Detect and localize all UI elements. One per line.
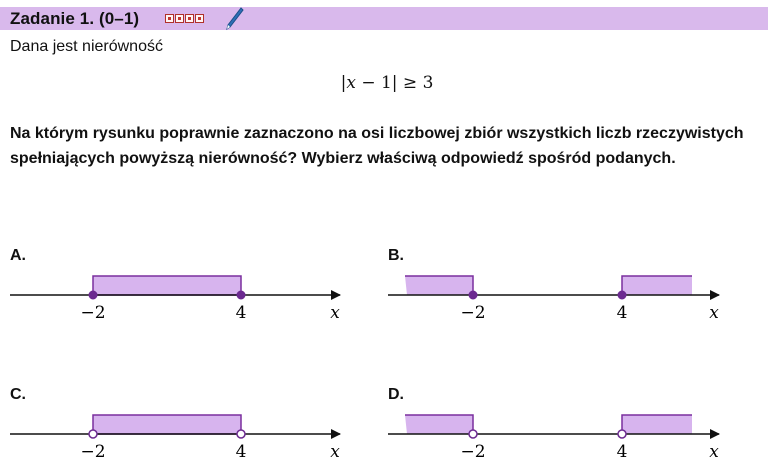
- formula-part: |: [340, 73, 347, 93]
- tick-label: −2: [460, 442, 486, 462]
- formula-variable: x: [346, 73, 356, 93]
- option-b-figure[interactable]: [388, 276, 719, 323]
- shaded-region: [622, 276, 692, 295]
- option-d-figure[interactable]: [388, 415, 719, 462]
- option-c-figure[interactable]: [10, 415, 340, 462]
- axis-variable: x: [709, 442, 719, 462]
- formula-part: − 1| ≥ 3: [355, 73, 434, 93]
- closed-endpoint: [469, 291, 477, 299]
- tick-label: 4: [616, 442, 628, 462]
- closed-endpoint: [89, 291, 97, 299]
- task-title: Zadanie 1. (0–1): [10, 8, 140, 28]
- open-endpoint: [237, 430, 245, 438]
- tick-label: 4: [616, 303, 628, 323]
- closed-endpoint: [618, 291, 626, 299]
- tick-label: −2: [460, 303, 486, 323]
- intro-text: Dana jest nierówność: [10, 38, 163, 55]
- tick-label: 4: [235, 303, 247, 323]
- shaded-region: [93, 415, 241, 434]
- option-a-label[interactable]: A.: [10, 247, 26, 264]
- open-endpoint: [469, 430, 477, 438]
- shaded-region: [93, 276, 241, 295]
- axis-variable: x: [709, 303, 719, 323]
- axis-variable: x: [330, 442, 340, 462]
- closed-endpoint: [237, 291, 245, 299]
- tick-label: 4: [235, 442, 247, 462]
- shaded-region: [405, 415, 473, 434]
- option-c-label[interactable]: C.: [10, 386, 26, 403]
- option-a-figure[interactable]: [10, 276, 340, 323]
- open-endpoint: [89, 430, 97, 438]
- question-text: Na którym rysunku poprawnie zaznaczono na osi liczbowej zbiór wszystkich liczb rzeczywistych spełniających powyższą nierówność? Wybierz właściwą odpowiedź spośród podanych.: [10, 125, 744, 167]
- tick-label: −2: [80, 442, 106, 462]
- option-b-label[interactable]: B.: [388, 247, 404, 264]
- shaded-region: [405, 276, 473, 295]
- open-endpoint: [618, 430, 626, 438]
- option-d-label[interactable]: D.: [388, 386, 404, 403]
- tick-label: −2: [80, 303, 106, 323]
- shaded-region: [622, 415, 692, 434]
- axis-variable: x: [330, 303, 340, 323]
